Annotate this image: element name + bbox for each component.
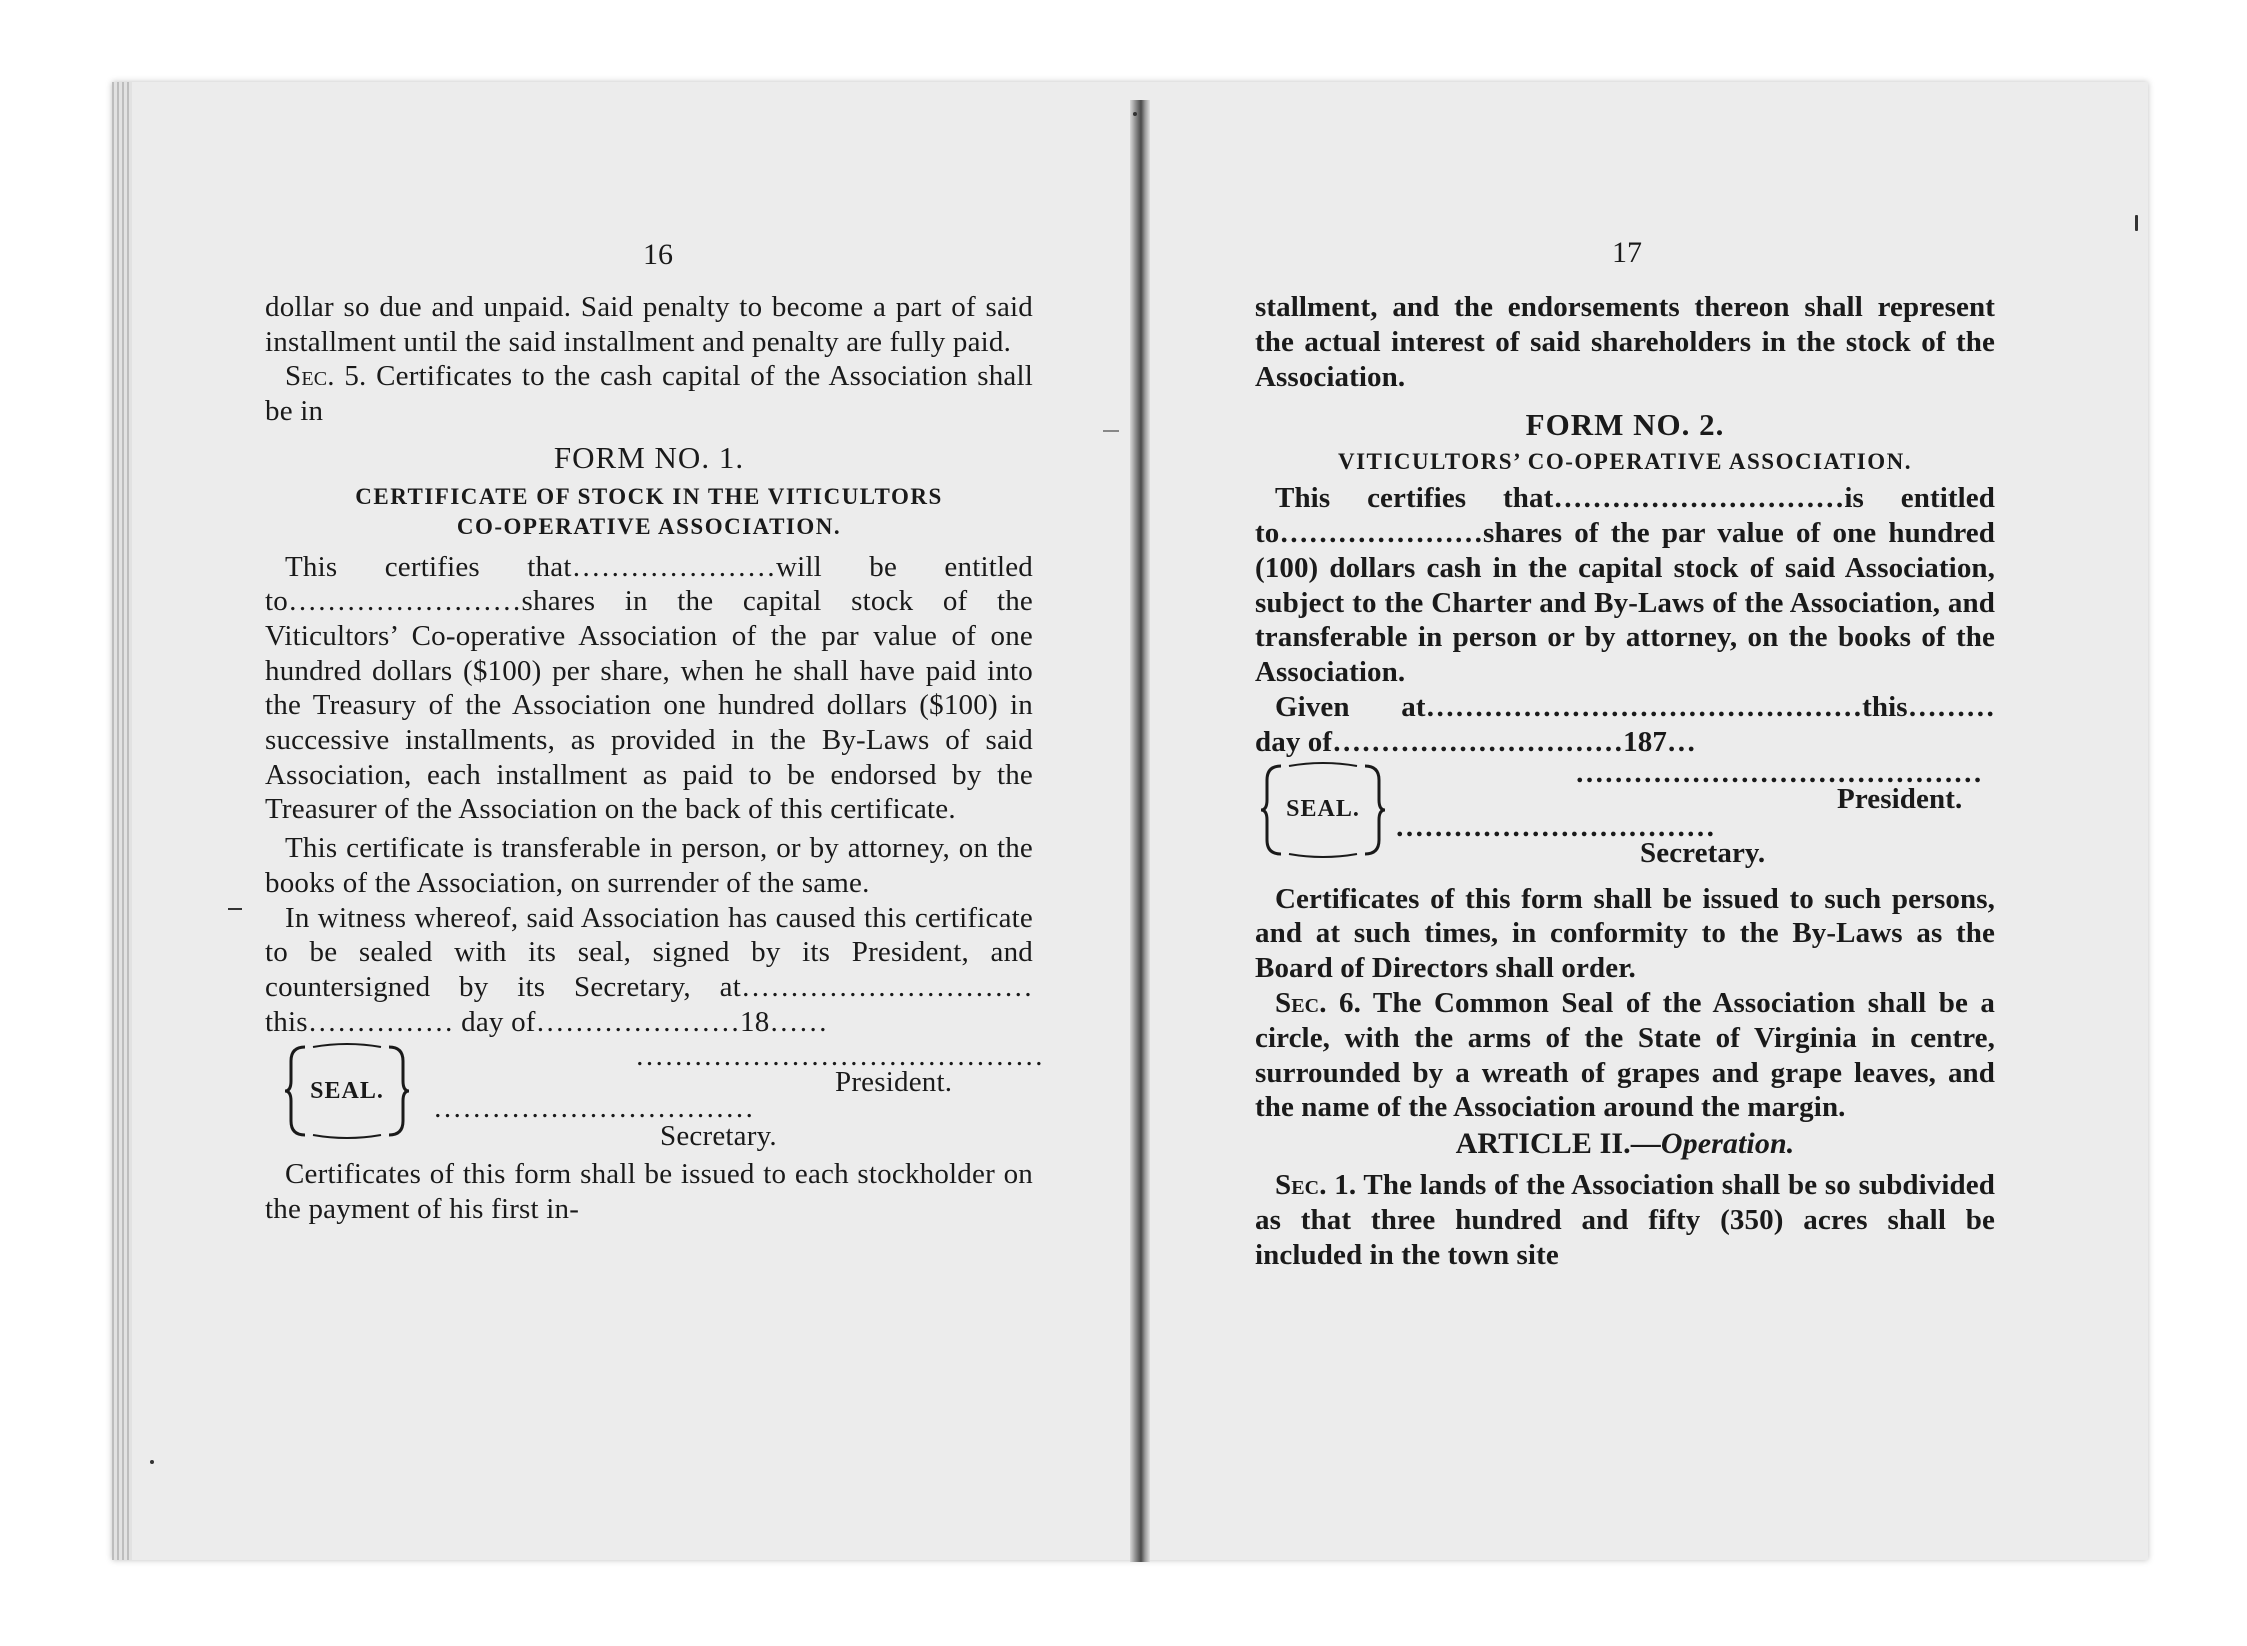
sec6-label: Sec. 6. <box>1275 986 1361 1019</box>
form1-president-dots: …………………………………… <box>635 1040 1044 1073</box>
right-page <box>1255 290 1995 1272</box>
sec6-text: The Common Seal of the Association shall be a circle, with the arms of the State of Virginia in centre, surrounded by a wreath of grapes and grape leaves, and the name of the Association around the margin. <box>1255 986 1995 1124</box>
left-continuation-text: dollar so due and unpaid. Said penalty to become a part of said installment until the said installment and penalty are fully paid. <box>265 291 1033 358</box>
article-italic: Operation. <box>1660 1127 1795 1161</box>
sec1-text: The lands of the Association shall be so subdivided as that three hundred and fifty (350) acres shall be included in the town site <box>1255 1168 1995 1271</box>
speck <box>2135 215 2138 231</box>
form1-subtitle-2: CO-OPERATIVE ASSOCIATION. <box>456 513 842 539</box>
page-number-left: 16 <box>643 238 673 271</box>
form1-para3: In witness whereof, said Association has caused this certificate to be sealed with its seal, signed by its President, and countersigned by its Secretary, at…………………………this…………… day of…………………18…… <box>265 901 1033 1038</box>
left-page <box>265 290 1044 1227</box>
form2-president-label: President. <box>1837 782 1963 815</box>
form1-para1: This certifies that…………………will be entitled to……………………shares in the capital stock of the Viticultors’ Co-operative Association of the par value of one hundred dollars ($100) per share, when he shall have paid into the Treasury of the Association one hundred dollars ($100) in successive installments, as provided in the By-Laws of said Association, each installment as paid to be endorsed by the Treasurer of the Association on the back of this certificate. <box>265 550 1033 826</box>
form2-title: FORM NO. 2. <box>1525 407 1725 443</box>
page-number-right: 17 <box>1612 236 1642 269</box>
form2-para3: Certificates of this form shall be issued to such persons, and at such times, in conformity to the By-Laws as the Board of Directors shall order. <box>1255 882 1995 985</box>
form1-signature-block <box>265 1039 1044 1157</box>
form1-title: FORM NO. 1. <box>553 439 745 475</box>
form1-subtitle-1: CERTIFICATE OF STOCK IN THE VITICULTORS <box>355 483 943 509</box>
form1-secretary-label: Secretary. <box>660 1120 777 1153</box>
form1-para2: This certificate is transferable in person, or by attorney, on the books of the Association, on surrender of the same. <box>265 832 1033 899</box>
form2-seal <box>1259 762 1387 858</box>
form2-signature-block <box>1255 756 1995 872</box>
right-sec1 <box>1255 1168 1995 1272</box>
page-edges <box>112 82 132 1560</box>
right-continuation-text: stallment, and the endorsements thereon shall represent the actual interest of said shareholders in the stock of the Association. <box>1255 291 1995 393</box>
sec1-label: Sec. 1. <box>1275 1168 1357 1201</box>
form1-secretary-dots: …………………………… <box>433 1092 755 1125</box>
speck <box>228 908 242 910</box>
form1-seal-label: SEAL. <box>310 1078 384 1104</box>
article-label: ARTICLE II.— <box>1455 1127 1661 1161</box>
form2-president-dots: …………………………………… <box>1575 756 1983 789</box>
form1-president-label: President. <box>835 1066 953 1099</box>
speck <box>1103 430 1119 432</box>
form2-secretary-dots: …………………………… <box>1395 810 1716 843</box>
form2-seal-label: SEAL. <box>1286 796 1360 823</box>
right-sec6 <box>1255 986 1995 1125</box>
sec5-label: Sec. 5. <box>285 360 367 393</box>
sec5-text: Certificates to the cash capital of the Association shall be in <box>265 360 1034 428</box>
speck <box>1133 112 1137 116</box>
form2-subtitle: VITICULTORS’ CO-OPERATIVE ASSOCIATION. <box>1338 449 1912 475</box>
form2-secretary-label: Secretary. <box>1640 836 1766 869</box>
form2-para1: This certifies that…………………………is entitled to…………………shares of the par value of one hundred (100) dollars cash in the capital stock of said Association, subject to the Charter and By-Laws of the Association, and transferable in person or by attorney, on the books of the Association. <box>1255 482 1995 689</box>
book-gutter <box>1130 100 1150 1562</box>
form1-para4: Certificates of this form shall be issued to each stockholder on the payment of his first in- <box>265 1158 1033 1226</box>
form2-para2: Given at………………………………………this……… day of…………………………187… <box>1255 690 1995 758</box>
article-heading <box>1255 1127 1995 1162</box>
left-sec5 <box>265 359 1033 428</box>
form1-seal <box>283 1043 411 1139</box>
speck <box>150 1460 154 1464</box>
